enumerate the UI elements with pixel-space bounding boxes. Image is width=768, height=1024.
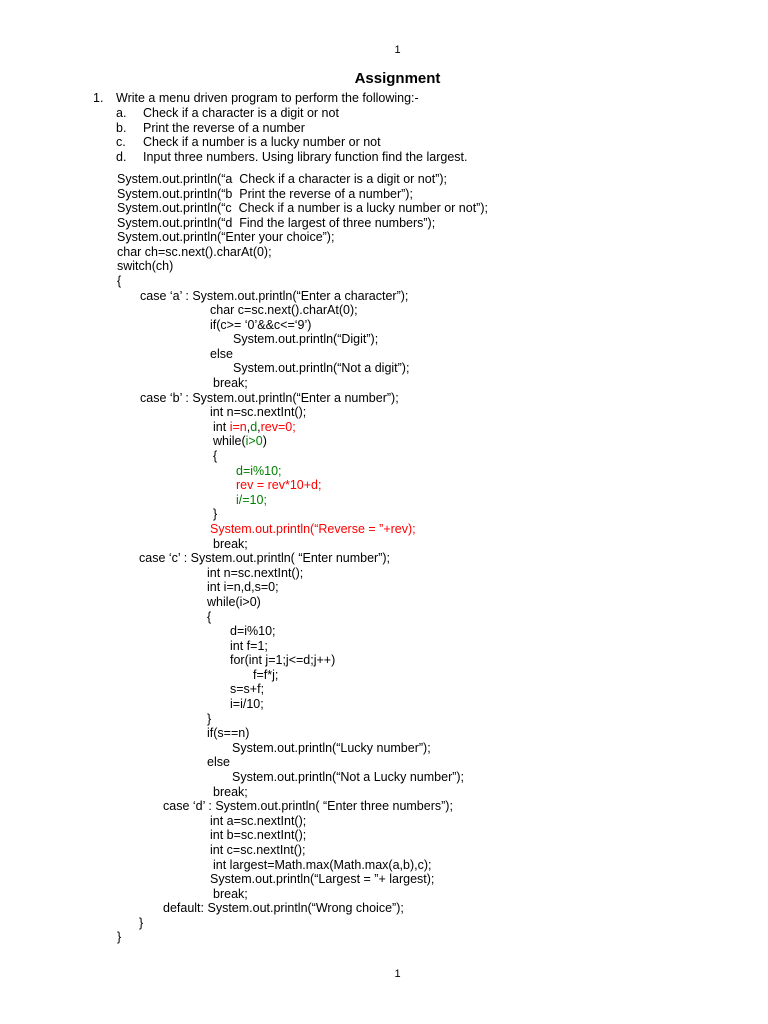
code-line: break; xyxy=(213,376,248,390)
code-line: System.out.println(“a Check if a character is a digit or not”); xyxy=(117,172,447,186)
code-token: , xyxy=(257,420,261,434)
code-line: case ‘d’ : System.out.println( “Enter three numbers”); xyxy=(163,799,453,813)
code-token: d xyxy=(250,420,258,434)
code-token: ) xyxy=(262,434,267,448)
code-line xyxy=(213,420,296,434)
code-line: int n=sc.nextInt(); xyxy=(210,405,307,419)
code-line: System.out.println(“Not a Lucky number”); xyxy=(232,770,465,784)
sub-item-text: Input three numbers. Using library function find the largest. xyxy=(143,150,468,164)
code-line: if(s==n) xyxy=(207,726,250,740)
code-line: int c=sc.nextInt(); xyxy=(210,843,306,857)
code-line: for(int j=1;j<=d;j++) xyxy=(230,653,336,667)
sub-item-text: Print the reverse of a number xyxy=(143,121,305,135)
code-line: while(i>0) xyxy=(207,595,261,609)
code-token: i>0 xyxy=(245,434,263,448)
code-line: int f=1; xyxy=(230,639,268,653)
code-line: System.out.println(“d Find the largest of three numbers”); xyxy=(117,216,436,230)
code-line xyxy=(213,434,267,448)
code-line: else xyxy=(207,755,230,769)
code-line: System.out.println(“b Print the reverse of a number”); xyxy=(117,187,413,201)
code-line: System.out.println(“Digit”); xyxy=(233,332,379,346)
code-line: int a=sc.nextInt(); xyxy=(210,814,307,828)
question-text: Write a menu driven program to perform the following:- xyxy=(116,91,419,105)
code-token: i=n xyxy=(229,420,247,434)
code-line: } xyxy=(139,916,144,930)
code-line: } xyxy=(117,930,122,944)
code-line: break; xyxy=(213,785,248,799)
code-line: f=f*j; xyxy=(253,668,279,682)
code-line: i=i/10; xyxy=(230,697,264,711)
code-line: i/=10; xyxy=(236,493,267,507)
code-line: } xyxy=(207,712,212,726)
code-line: System.out.println(“Lucky number”); xyxy=(232,741,431,755)
code-line: d=i%10; xyxy=(230,624,276,638)
code-line: int b=sc.nextInt(); xyxy=(210,828,307,842)
code-token: while( xyxy=(213,434,246,448)
code-line: d=i%10; xyxy=(236,464,282,478)
code-token: int xyxy=(213,420,230,434)
sub-item-text: Check if a character is a digit or not xyxy=(143,106,339,120)
code-line: rev = rev*10+d; xyxy=(236,478,322,492)
code-line: System.out.println(“c Check if a number is a lucky number or not”); xyxy=(117,201,488,215)
code-line: } xyxy=(213,507,218,521)
code-line: case ‘a’ : System.out.println(“Enter a character”); xyxy=(140,289,409,303)
sub-item-label: a. xyxy=(116,106,127,120)
code-line: System.out.println(“Enter your choice”); xyxy=(117,230,335,244)
code-line: { xyxy=(117,274,122,288)
code-line: case ‘b’ : System.out.println(“Enter a number”); xyxy=(140,391,399,405)
code-line: System.out.println(“Not a digit”); xyxy=(233,361,410,375)
sub-item-text: Check if a number is a lucky number or not xyxy=(143,135,381,149)
code-line: System.out.println(“Largest = ”+ largest); xyxy=(210,872,435,886)
code-line: char ch=sc.next().charAt(0); xyxy=(117,245,272,259)
code-line: System.out.println(“Reverse = ”+rev); xyxy=(210,522,416,536)
code-line: break; xyxy=(213,537,248,551)
code-token: , xyxy=(246,420,251,434)
code-line: { xyxy=(207,610,212,624)
sub-item-label: c. xyxy=(116,135,126,149)
code-line: if(c>= ‘0’&&c<=‘9’) xyxy=(210,318,312,332)
page-title: Assignment xyxy=(354,70,441,87)
code-line: case ‘c’ : System.out.println( “Enter number”); xyxy=(139,551,391,565)
code-line: char c=sc.next().charAt(0); xyxy=(210,303,358,317)
code-token: rev=0; xyxy=(260,420,296,434)
page-number-top: 1 xyxy=(394,44,401,56)
code-line: else xyxy=(210,347,233,361)
code-line: default: System.out.println(“Wrong choice”); xyxy=(163,901,404,915)
code-line: switch(ch) xyxy=(117,259,174,273)
sub-item-label: b. xyxy=(116,121,127,135)
page-number-bottom: 1 xyxy=(394,968,401,980)
code-line: break; xyxy=(213,887,248,901)
sub-item-label: d. xyxy=(116,150,127,164)
code-line: int i=n,d,s=0; xyxy=(207,580,279,594)
code-line: int largest=Math.max(Math.max(a,b),c); xyxy=(213,858,432,872)
code-line: s=s+f; xyxy=(230,682,265,696)
code-line: int n=sc.nextInt(); xyxy=(207,566,304,580)
question-number: 1. xyxy=(93,91,104,105)
code-line: { xyxy=(213,449,218,463)
